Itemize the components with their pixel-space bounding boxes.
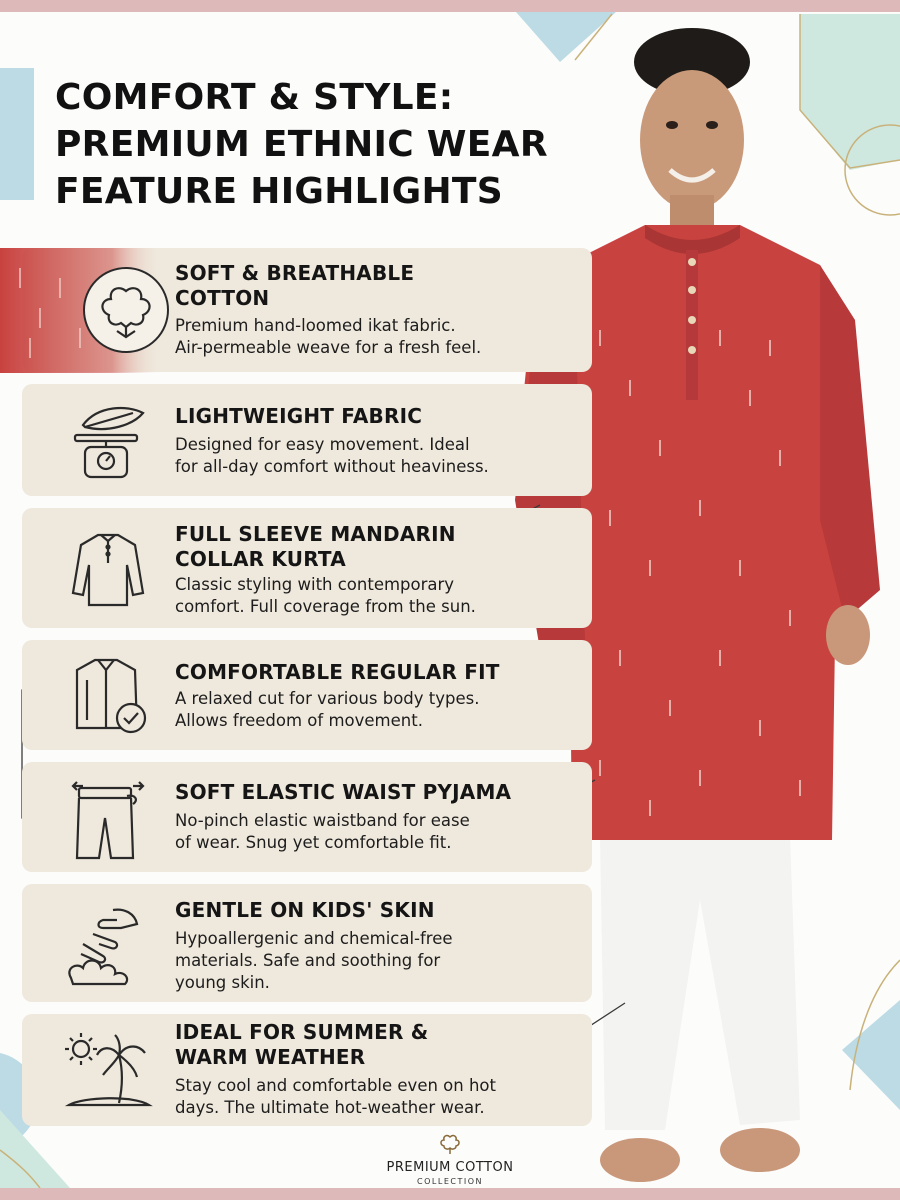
- feature-title-line: COTTON: [175, 286, 270, 310]
- feature-description: [175, 810, 470, 854]
- feature-desc-line: Stay cool and comfortable even on hot: [175, 1076, 496, 1095]
- feature-desc-line: Hypoallergenic and chemical-free: [175, 929, 453, 948]
- feature-desc-line: of wear. Snug yet comfortable fit.: [175, 833, 452, 852]
- feather-scale-icon: [63, 395, 153, 485]
- feature-desc-line: comfort. Full coverage from the sun.: [175, 597, 476, 616]
- feature-desc-line: for all-day comfort without heaviness.: [175, 457, 489, 476]
- feature-desc-line: Air-permeable weave for a fresh feel.: [175, 338, 482, 357]
- feature-card-regular-fit: [22, 640, 592, 750]
- feature-desc-line: materials. Safe and soothing for: [175, 951, 441, 970]
- feature-title: [175, 898, 435, 923]
- feature-desc-line: No-pinch elastic waistband for ease: [175, 811, 470, 830]
- feature-title: [175, 780, 511, 805]
- feature-description: [175, 434, 489, 478]
- feature-card-kids-skin: [22, 884, 592, 1002]
- feature-title-line: SOFT & BREATHABLE: [175, 261, 415, 285]
- headline-line-3: FEATURE HIGHLIGHTS: [55, 171, 503, 212]
- headline-line-2: PREMIUM ETHNIC WEAR: [55, 124, 548, 165]
- feature-card-summer: [22, 1014, 592, 1126]
- feature-title-line: COMFORTABLE REGULAR FIT: [175, 660, 500, 684]
- gentle-hands-icon: [63, 898, 153, 988]
- feature-card-cotton: [22, 248, 592, 372]
- feature-title-line: WARM WEATHER: [175, 1045, 366, 1069]
- feature-card-pyjama: [22, 762, 592, 872]
- feature-title-line: IDEAL FOR SUMMER &: [175, 1020, 429, 1044]
- feature-desc-line: days. The ultimate hot-weather wear.: [175, 1098, 485, 1117]
- brand-logo: [380, 1132, 520, 1186]
- feature-title-line: COLLAR KURTA: [175, 547, 346, 571]
- headline-line-1: COMFORT & STYLE:: [55, 77, 454, 118]
- feature-description: [175, 574, 476, 618]
- elastic-pyjama-icon: [63, 772, 153, 862]
- kurta-icon: [63, 523, 153, 613]
- feature-description: [175, 1075, 496, 1119]
- feature-description: [175, 315, 481, 359]
- feature-card-lightweight: [22, 384, 592, 496]
- feature-title: [175, 522, 456, 572]
- sun-palm-icon: [63, 1025, 153, 1115]
- cotton-flower-icon: [81, 265, 171, 355]
- feature-title-line: GENTLE ON KIDS' SKIN: [175, 898, 435, 922]
- feature-title-line: FULL SLEEVE MANDARIN: [175, 522, 456, 546]
- feature-desc-line: Allows freedom of movement.: [175, 711, 423, 730]
- feature-description: [175, 928, 453, 994]
- feature-title: [175, 261, 414, 311]
- feature-title-line: SOFT ELASTIC WAIST PYJAMA: [175, 780, 512, 804]
- brand-line-2: COLLECTION: [417, 1177, 483, 1186]
- feature-card-kurta: [22, 508, 592, 628]
- shirt-check-icon: [65, 650, 155, 740]
- cotton-logo-icon: [438, 1132, 462, 1156]
- feature-title: [175, 1020, 428, 1070]
- feature-desc-line: Designed for easy movement. Ideal: [175, 435, 470, 454]
- feature-desc-line: Premium hand-loomed ikat fabric.: [175, 316, 456, 335]
- feature-title: [175, 404, 422, 429]
- feature-desc-line: young skin.: [175, 973, 270, 992]
- bottom-border-band: [0, 1188, 900, 1200]
- feature-description: [175, 688, 480, 732]
- brand-line-1: PREMIUM COTTON: [386, 1160, 514, 1175]
- feature-desc-line: Classic styling with contemporary: [175, 575, 455, 594]
- feature-desc-line: A relaxed cut for various body types.: [175, 689, 480, 708]
- page-headline: [55, 74, 548, 215]
- feature-title: [175, 660, 500, 685]
- feature-title-line: LIGHTWEIGHT FABRIC: [175, 404, 423, 428]
